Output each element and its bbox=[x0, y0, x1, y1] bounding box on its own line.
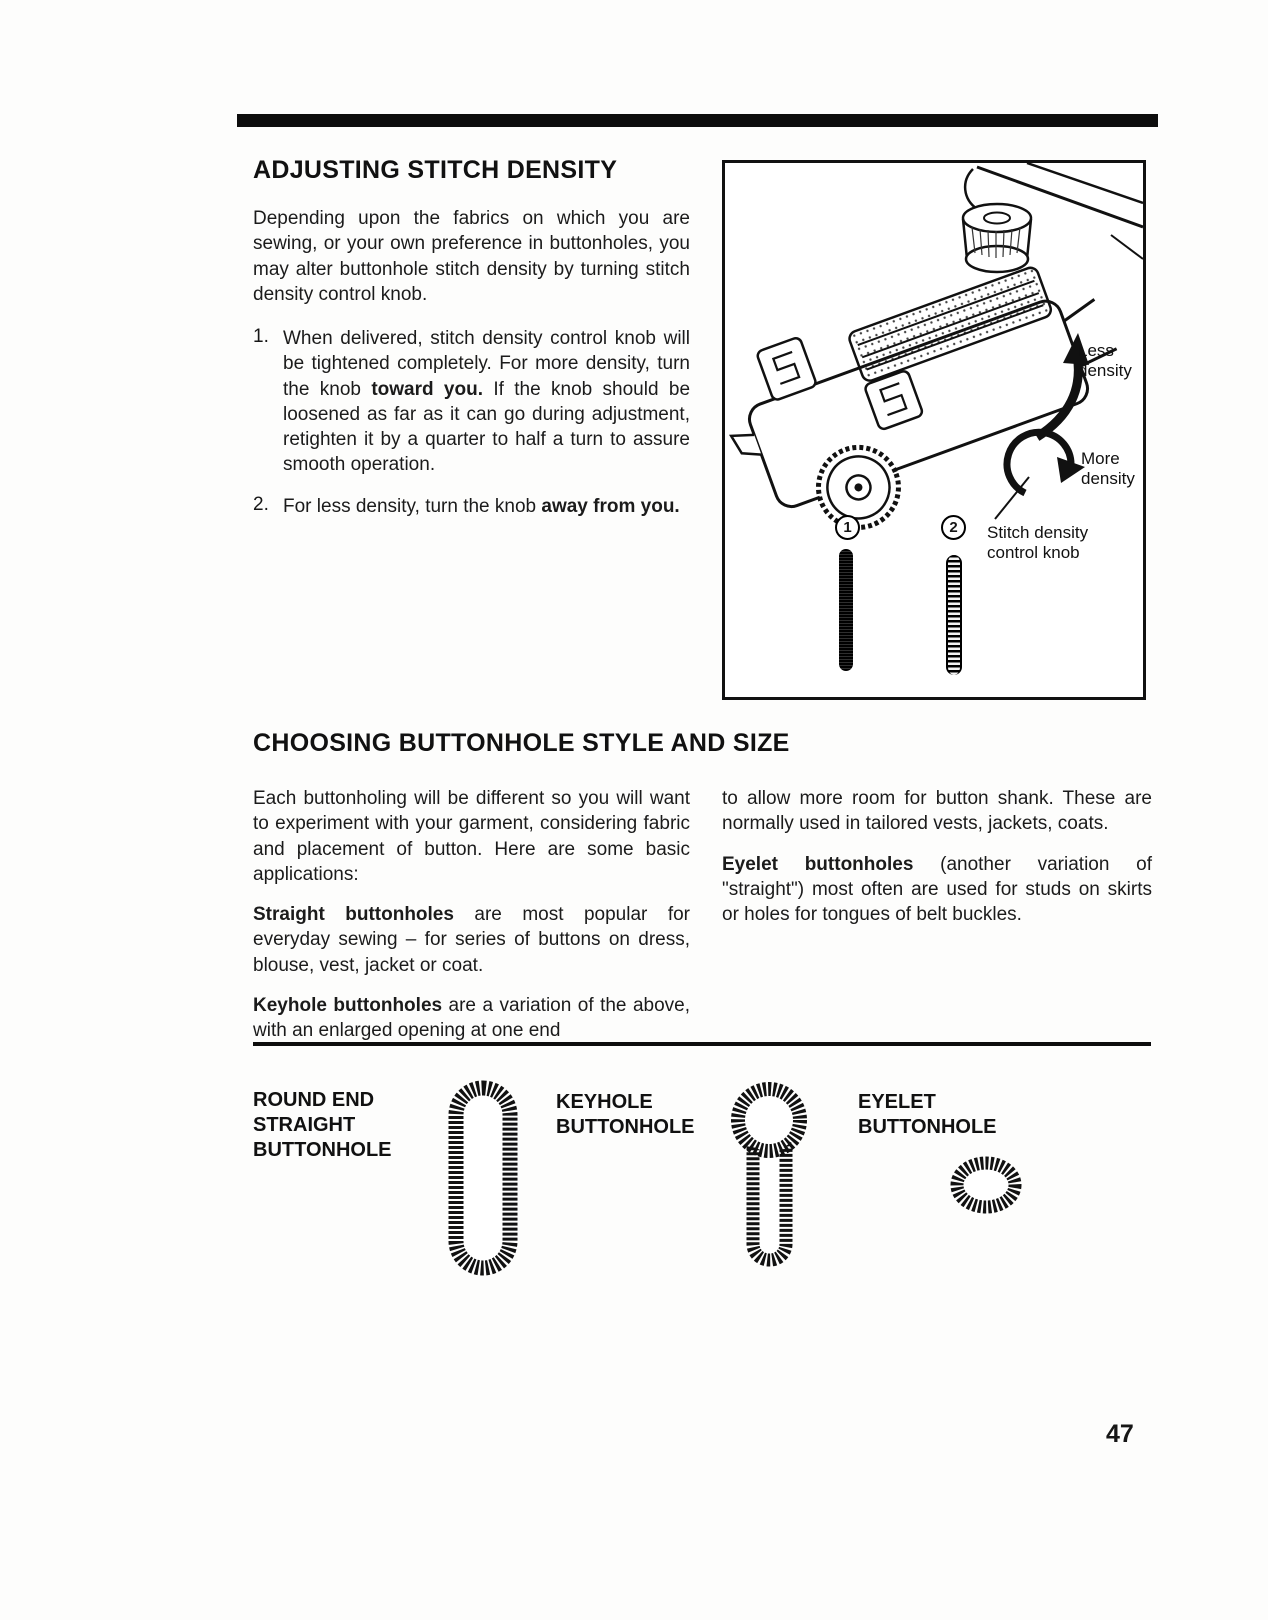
list-item-2-number: 2. bbox=[253, 493, 269, 515]
stitch-density-figure bbox=[722, 160, 1146, 700]
list-item-1-number: 1. bbox=[253, 326, 269, 347]
keyhole-buttonhole-icon bbox=[722, 1078, 817, 1278]
item1-bold: toward you. bbox=[371, 378, 483, 400]
straight-buttonholes-text: are most popular for everyday sewing – for series of buttons on dress, blouse, vest, jacket or coat. bbox=[253, 904, 690, 976]
item1-pre: When delivered, stitch density control knob will be tightened completely. For more density, turn the knob bbox=[283, 328, 690, 400]
sample-marker-1: 1 bbox=[835, 515, 860, 540]
eyelet-buttonhole-label: EYELET BUTTONHOLE bbox=[858, 1091, 997, 1138]
section-title-adjusting: ADJUSTING STITCH DENSITY bbox=[253, 156, 618, 184]
list-item-1 bbox=[253, 326, 690, 478]
page-number: 47 bbox=[1106, 1420, 1134, 1448]
eyelet-buttonholes-paragraph bbox=[722, 852, 1152, 928]
item1-post: If the knob should be loosened as far as it can go during adjustment, retighten it by a quarter to half a turn to assure smooth operation. bbox=[283, 378, 691, 476]
item2-bold: away from you. bbox=[541, 495, 680, 517]
buttonholer-illustration bbox=[725, 163, 1143, 697]
section-divider bbox=[253, 1042, 1151, 1046]
eyelet-buttonholes-text: (another variation of "straight") most often are used for studs on skirts or holes for tongues of belt buckles. bbox=[722, 853, 1152, 926]
adjusting-steps-list bbox=[253, 326, 690, 535]
list-item-2-text bbox=[283, 494, 690, 519]
sample-marker-2: 2 bbox=[941, 515, 966, 540]
keyhole-buttonholes-text: are a variation of the above, with an enlarged opening at one end bbox=[253, 994, 690, 1042]
keyhole-buttonhole-label: KEYHOLE BUTTONHOLE bbox=[556, 1091, 695, 1138]
choosing-intro-paragraph: Each buttonholing will be different so you will want to experiment with your garment, considering fabric and placement of button. Here are some basic applications: bbox=[253, 788, 690, 885]
straight-buttonholes-lead: Straight buttonholes bbox=[253, 904, 454, 926]
straight-buttonholes-paragraph bbox=[253, 902, 690, 978]
stitch-density-knob-label: Stitch density control knob bbox=[987, 523, 1089, 563]
less-density-label: Less density bbox=[1078, 341, 1132, 381]
keyhole-buttonholes-paragraph bbox=[253, 993, 690, 1044]
eyelet-buttonholes-lead: Eyelet buttonholes bbox=[722, 853, 914, 875]
choosing-left-column bbox=[253, 786, 690, 1058]
top-rule bbox=[237, 114, 1158, 127]
list-item-1-text bbox=[283, 326, 690, 478]
keyhole-buttonholes-lead: Keyhole buttonholes bbox=[253, 994, 443, 1016]
more-density-label: More density bbox=[1081, 449, 1135, 489]
loose-stitch-sample bbox=[946, 555, 962, 675]
dense-stitch-sample bbox=[839, 549, 853, 671]
choosing-right-column bbox=[722, 786, 1152, 942]
adjusting-intro-paragraph: Depending upon the fabrics on which you are sewing, or your own preference in buttonholes, you may alter buttonhole stitch density by turning stitch density control knob. bbox=[253, 208, 690, 305]
round-end-buttonhole-icon bbox=[438, 1078, 528, 1283]
item2-pre: For less density, turn the knob bbox=[283, 495, 542, 517]
round-end-straight-buttonhole-label: ROUND END STRAIGHT BUTTONHOLE bbox=[253, 1089, 392, 1161]
eyelet-buttonhole-icon bbox=[946, 1154, 1026, 1221]
section-title-choosing: CHOOSING BUTTONHOLE STYLE AND SIZE bbox=[253, 729, 790, 757]
list-item-2 bbox=[253, 494, 690, 519]
keyhole-continuation-paragraph: to allow more room for button shank. These are normally used in tailored vests, jackets, coats. bbox=[722, 788, 1152, 835]
